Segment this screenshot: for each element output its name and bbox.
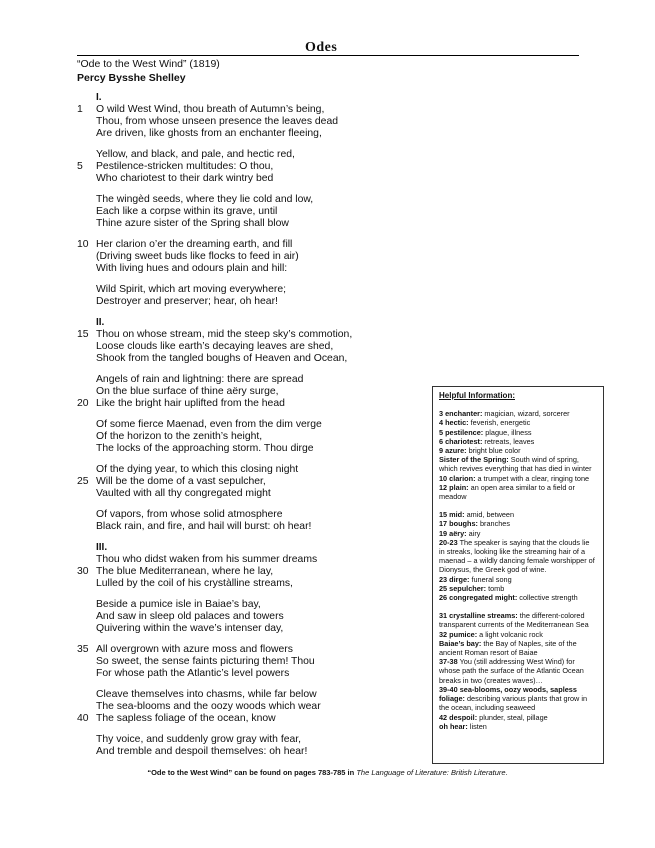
line-number: 1 (77, 104, 83, 115)
poem-line (77, 104, 417, 116)
poem-line (77, 701, 417, 713)
line-number (77, 431, 96, 443)
line-text: Thou who didst waken from his summer dreams (96, 554, 318, 565)
glossary-definition: plunder, steal, pillage (477, 712, 548, 722)
line-number (77, 443, 96, 455)
poem-line (77, 398, 417, 410)
glossary-line-number: 9 (439, 446, 444, 456)
line-text: Wild Spirit, which art moving everywhere; (96, 284, 286, 295)
stanza (77, 419, 417, 455)
line-number (77, 353, 96, 365)
glossary-definition: funeral song (469, 574, 512, 584)
poem-line (77, 521, 417, 533)
glossary-entry (439, 510, 597, 519)
glossary-line-number: 42 (439, 712, 448, 722)
line-number (77, 611, 96, 623)
glossary-entry (439, 446, 597, 455)
line-text: Thine azure sister of the Spring shall blow (96, 218, 289, 229)
line-number: 5 (77, 161, 83, 172)
poem-line (77, 431, 417, 443)
stanza (77, 149, 417, 185)
poem-line (77, 341, 417, 353)
poem-line (77, 218, 417, 230)
line-text: O wild West Wind, thou breath of Autumn’s being, (96, 104, 325, 115)
stanza (77, 104, 417, 140)
poem-line (77, 149, 417, 161)
line-text: Of the horizon to the zenith’s height, (96, 431, 263, 442)
line-number (77, 296, 96, 308)
footer-prefix: “Ode to the West Wind” can be found on pages 783-785 in (147, 768, 357, 777)
line-text: Black rain, and fire, and hail will burst: oh hear! (96, 521, 312, 532)
line-text: Of vapors, from whose solid atmosphere (96, 509, 283, 520)
line-text: Like the bright hair uplifted from the head (96, 398, 285, 409)
glossary-term: enchanter: (445, 409, 483, 419)
glossary-definition: collective strength (517, 593, 578, 603)
glossary-entry (439, 455, 597, 473)
poem-line (77, 284, 417, 296)
glossary-entry (439, 685, 597, 713)
line-text: Vaulted with all thy congregated might (96, 488, 271, 499)
line-text: Cleave themselves into chasms, while far below (96, 689, 317, 700)
glossary-entry (439, 519, 597, 528)
glossary-term: aëry: (449, 528, 467, 538)
stanza (77, 644, 417, 680)
line-text: Of the dying year, to which this closing night (96, 464, 299, 475)
line-text: All overgrown with azure moss and flowers (96, 644, 293, 655)
glossary-entry (439, 630, 597, 639)
poem-body (77, 92, 417, 767)
line-text: On the blue surface of thine aëry surge, (96, 386, 279, 397)
footer-note (0, 768, 655, 777)
glossary-entry (439, 428, 597, 437)
line-number (77, 218, 96, 230)
glossary-entry (439, 611, 597, 629)
line-text: Thou on whose stream, mid the steep sky’s commotion, (96, 329, 353, 340)
section-heading: I. (96, 92, 102, 103)
line-number: 30 (77, 566, 89, 577)
footer-book-title: The Language of Literature: British Literature (356, 768, 506, 777)
line-number (77, 386, 96, 398)
glossary-definition: listen (467, 721, 487, 731)
glossary-entry (439, 529, 597, 538)
poem-title: “Ode to the West Wind” (1819) (77, 58, 220, 70)
glossary-term: crystalline streams: (449, 611, 518, 621)
glossary-line-number: 3 (439, 409, 444, 419)
line-text: Beside a pumice isle in Baiae’s bay, (96, 599, 261, 610)
helpful-information-title: Helpful Information: (439, 391, 515, 400)
poem-line (77, 611, 417, 623)
line-text: Are driven, like ghosts from an enchanter fleeing, (96, 128, 322, 139)
line-text: The locks of the approaching storm. Thou dirge (96, 443, 314, 454)
glossary-line-number: 26 (439, 593, 448, 603)
glossary-line-number: 6 (439, 436, 444, 446)
poem-line (77, 599, 417, 611)
poem-line (77, 623, 417, 635)
line-number (77, 521, 96, 533)
title-rule (77, 55, 579, 56)
stanza (77, 599, 417, 635)
poem-line (77, 509, 417, 521)
line-text: Yellow, and black, and pale, and hectic red, (96, 149, 295, 160)
line-number (77, 128, 96, 140)
poem-line (77, 419, 417, 431)
glossary-line-number: 25 (439, 583, 448, 593)
line-text: And tremble and despoil themselves: oh hear! (96, 746, 308, 757)
section-heading: II. (96, 317, 105, 328)
glossary-line-number: 19 (439, 528, 448, 538)
poem-line (77, 689, 417, 701)
poem-line (77, 443, 417, 455)
line-number (77, 623, 96, 635)
line-number: 20 (77, 398, 89, 409)
glossary-definition: magician, wizard, sorcerer (482, 409, 570, 419)
line-number (77, 251, 96, 263)
poem-line (77, 488, 417, 500)
line-text: Thy voice, and suddenly grow gray with fear, (96, 734, 302, 745)
glossary-definition: an open area similar to a field or meadow (439, 482, 575, 502)
glossary-entry (439, 418, 597, 427)
stanza (77, 509, 417, 533)
glossary-definition: tomb (486, 583, 505, 593)
poem-line (77, 128, 417, 140)
glossary-line-number: 20-23 (439, 537, 458, 547)
stanza (77, 374, 417, 410)
glossary-line-number: 37-38 (439, 657, 458, 667)
glossary-term: sea-blooms, oozy woods, sapless foliage: (439, 684, 577, 704)
line-number: 35 (77, 644, 89, 655)
helpful-information-box (432, 386, 604, 764)
glossary-line-number: 39-40 (439, 684, 458, 694)
glossary-term: chariotest: (445, 436, 483, 446)
poem-line (77, 668, 417, 680)
stanza (77, 194, 417, 230)
glossary-entry (439, 639, 597, 657)
glossary-term: hectic: (445, 418, 469, 428)
line-text: For whose path the Atlantic’s level powers (96, 668, 290, 679)
footer-suffix: . (505, 768, 508, 777)
line-number (77, 173, 96, 185)
line-number (77, 284, 96, 296)
glossary-entry (439, 409, 597, 418)
line-number: 10 (77, 239, 89, 250)
line-text: With living hues and odours plain and hill: (96, 263, 288, 274)
line-text: And saw in sleep old palaces and towers (96, 611, 284, 622)
stanza (77, 689, 417, 725)
glossary-definition: amid, between (464, 510, 515, 520)
line-text: Her clarion o’er the dreaming earth, and fill (96, 239, 293, 250)
glossary-term: Sister of the Spring: (439, 455, 509, 465)
glossary-entry (439, 474, 597, 483)
line-text: The sea-blooms and the oozy woods which wear (96, 701, 321, 712)
glossary-entry (439, 437, 597, 446)
glossary-entry (439, 657, 597, 685)
poem-line (77, 296, 417, 308)
line-text: Of some fierce Maenad, even from the dim verge (96, 419, 322, 430)
glossary-entry (439, 593, 597, 602)
glossary-definition: The speaker is saying that the clouds lie in streaks, looking like the streaming hair of a maenad – a wildly dancing female worshipper of Dionysus, the Greek god of wine. (439, 537, 595, 575)
line-text: So sweet, the sense faints picturing them! Thou (96, 656, 315, 667)
glossary-definition: You (still addressing West Wind) for whose path the surface of the Atlantic Ocean breaks in two (creates waves)… (439, 657, 584, 685)
glossary-entry (439, 713, 597, 722)
poem-line (77, 578, 417, 590)
line-number (77, 599, 96, 611)
line-text: Pestilence-stricken multitudes: O thou, (96, 161, 274, 172)
glossary-definition: retreats, leaves (482, 436, 535, 446)
section-heading: III. (96, 542, 108, 553)
glossary-term: plain: (449, 482, 469, 492)
glossary-term: azure: (445, 446, 467, 456)
poem-line (77, 206, 417, 218)
poem-line (77, 746, 417, 758)
stanza (77, 239, 417, 275)
glossary-entry (439, 584, 597, 593)
line-number (77, 689, 96, 701)
line-text: Thou, from whose unseen presence the leaves dead (96, 116, 339, 127)
line-number (77, 206, 96, 218)
line-text: Angels of rain and lightning: there are spread (96, 374, 304, 385)
stanza (77, 464, 417, 500)
glossary-definition: South wind of spring, which revives everything that has died in winter (439, 455, 592, 474)
glossary-line-number: 12 (439, 482, 448, 492)
poem-line (77, 713, 417, 725)
line-number: 40 (77, 713, 89, 724)
glossary-term: clarion: (449, 473, 476, 483)
line-text: Shook from the tangled boughs of Heaven and Ocean, (96, 353, 348, 364)
poem-line (77, 239, 417, 251)
stanza (77, 284, 417, 308)
glossary-definition: bright blue color (466, 446, 521, 456)
line-number (77, 374, 96, 386)
glossary-spacer (439, 602, 597, 611)
line-text: Destroyer and preserver; hear, oh hear! (96, 296, 278, 307)
line-text: (Driving sweet buds like flocks to feed in air) (96, 251, 299, 262)
glossary-entry (439, 483, 597, 501)
poem-line (77, 173, 417, 185)
page-title: Odes (305, 40, 338, 55)
glossary-line-number: 31 (439, 611, 448, 621)
glossary-definition: the Bay of Naples, site of the ancient Roman resort of Baiae (439, 638, 577, 658)
poem-line (77, 464, 417, 476)
stanza (77, 734, 417, 758)
glossary-list (439, 409, 597, 731)
stanza (77, 329, 417, 365)
poem-line (77, 263, 417, 275)
poem-line (77, 353, 417, 365)
glossary-entry (439, 538, 597, 575)
glossary-line-number: 17 (439, 519, 448, 529)
glossary-term: pestilence: (445, 427, 484, 437)
line-number: 15 (77, 329, 89, 340)
poem-line (77, 644, 417, 656)
poem-author: Percy Bysshe Shelley (77, 72, 186, 84)
poem-line (77, 329, 417, 341)
glossary-line-number: 15 (439, 510, 448, 520)
glossary-term: congregated might: (449, 593, 518, 603)
glossary-definition: airy (466, 528, 481, 538)
line-number (77, 734, 96, 746)
glossary-term: oh hear: (439, 721, 468, 731)
line-number (77, 701, 96, 713)
line-text: Lulled by the coil of his crystàlline streams, (96, 578, 293, 589)
glossary-term: pumice: (449, 629, 478, 639)
line-number (77, 419, 96, 431)
line-number (77, 554, 96, 566)
glossary-term: mid: (449, 510, 465, 520)
glossary-term: boughs: (449, 519, 478, 529)
poem-line (77, 554, 417, 566)
glossary-definition: branches (477, 519, 510, 529)
line-text: The blue Mediterranean, where he lay, (96, 566, 274, 577)
poem-line (77, 656, 417, 668)
glossary-spacer (439, 501, 597, 510)
line-text: Who chariotest to their dark wintry bed (96, 173, 274, 184)
poem-line (77, 161, 417, 173)
glossary-line-number: 10 (439, 473, 448, 483)
glossary-term: despoil: (449, 712, 478, 722)
line-number (77, 509, 96, 521)
line-text: Will be the dome of a vast sepulcher, (96, 476, 266, 487)
glossary-term: dirge: (449, 574, 470, 584)
line-number (77, 149, 96, 161)
glossary-line-number: 32 (439, 629, 448, 639)
line-text: Each like a corpse within its grave, until (96, 206, 278, 217)
glossary-term: Baiae’s bay: (439, 638, 482, 648)
line-number (77, 464, 96, 476)
glossary-line-number: 4 (439, 418, 444, 428)
poem-line (77, 374, 417, 386)
glossary-entry (439, 575, 597, 584)
poem-line (77, 566, 417, 578)
line-number (77, 746, 96, 758)
line-number (77, 263, 96, 275)
poem-line (77, 194, 417, 206)
line-text: The wingèd seeds, where they lie cold and low, (96, 194, 314, 205)
glossary-entry (439, 722, 597, 731)
line-number (77, 488, 96, 500)
glossary-line-number: 23 (439, 574, 448, 584)
glossary-line-number: 5 (439, 427, 444, 437)
glossary-definition: plague, illness (483, 427, 532, 437)
poem-line (77, 251, 417, 263)
stanza (77, 554, 417, 590)
poem-line (77, 386, 417, 398)
line-text: The sapless foliage of the ocean, know (96, 713, 276, 724)
glossary-definition: describing various plants that grow in the ocean, including seaweed (439, 694, 588, 713)
poem-line (77, 116, 417, 128)
line-number (77, 116, 96, 128)
line-number (77, 656, 96, 668)
line-number (77, 341, 96, 353)
poem-line (77, 734, 417, 746)
line-number (77, 194, 96, 206)
line-text: Quivering within the wave’s intenser day, (96, 623, 284, 634)
line-number (77, 668, 96, 680)
glossary-definition: the different-colored transparent currents of the Mediterranean Sea (439, 611, 589, 630)
poem-line (77, 476, 417, 488)
glossary-definition: a trumpet with a clear, ringing tone (475, 473, 590, 483)
glossary-definition: a light volcanic rock (477, 629, 543, 639)
glossary-term: sepulcher: (449, 583, 487, 593)
glossary-definition: feverish, energetic (468, 418, 531, 428)
line-number (77, 578, 96, 590)
line-text: Loose clouds like earth’s decaying leaves are shed, (96, 341, 334, 352)
line-number: 25 (77, 476, 89, 487)
